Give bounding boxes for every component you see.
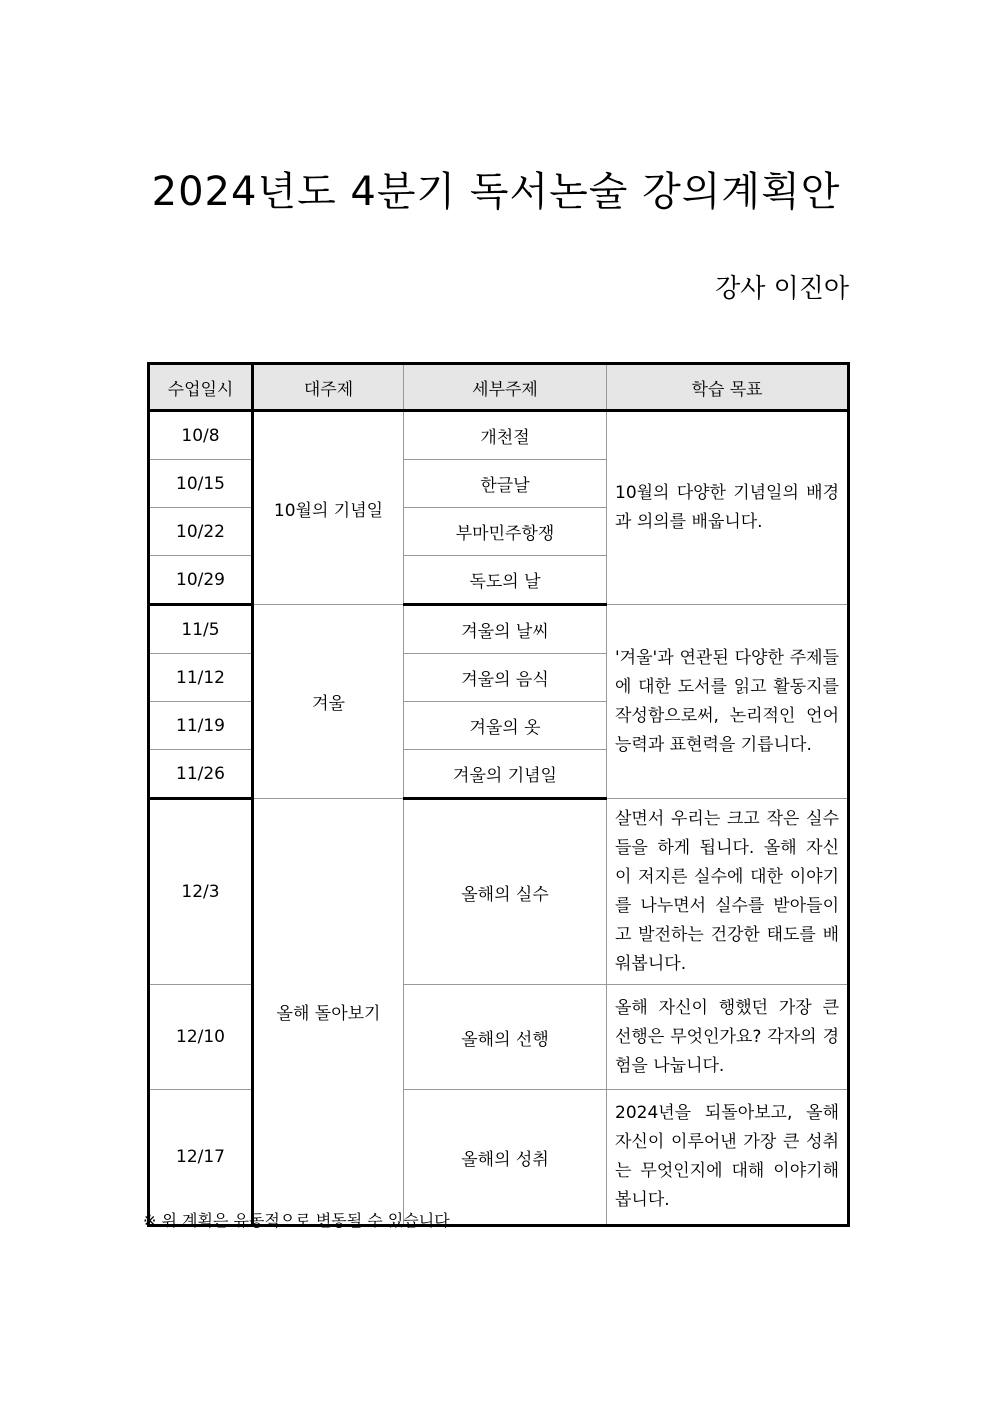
table-row [149, 799, 849, 985]
subtopic-cell: 한글날 [404, 460, 607, 508]
date-cell: 10/29 [149, 556, 253, 605]
date-cell: 11/12 [149, 654, 253, 702]
table-row [149, 411, 849, 460]
subtopic-cell: 겨울의 기념일 [404, 750, 607, 799]
page-title: 2024년도 4분기 독서논술 강의계획안 [151, 169, 841, 215]
goal-cell: 올해 자신이 행했던 가장 큰 선행은 무엇인가요? 각자의 경험을 나눕니다. [607, 985, 849, 1090]
header-subtopic: 세부주제 [404, 364, 607, 411]
subtopic-cell: 부마민주항쟁 [404, 508, 607, 556]
subtopic-cell: 올해의 선행 [404, 985, 607, 1090]
subtopic-cell: 겨울의 옷 [404, 702, 607, 750]
date-cell: 11/19 [149, 702, 253, 750]
goal-cell: '겨울'과 연관된 다양한 주제들에 대한 도서를 읽고 활동지를 작성함으로써, 논리적인 언어 능력과 표현력을 기릅니다. [607, 605, 849, 799]
subtopic-cell: 독도의 날 [404, 556, 607, 605]
date-cell: 12/3 [149, 799, 253, 985]
instructor-name: 강사 이진아 [715, 274, 849, 304]
subtopic-cell: 겨울의 날씨 [404, 605, 607, 654]
goal-cell: 10월의 다양한 기념일의 배경과 의의를 배웁니다. [607, 411, 849, 605]
header-topic: 대주제 [253, 364, 404, 411]
footnote: ※ 위 계획은 유동적으로 변동될 수 있습니다. [143, 1211, 455, 1230]
topic-cell: 겨울 [253, 605, 404, 799]
table-row [149, 605, 849, 654]
date-cell: 12/17 [149, 1090, 253, 1226]
table-header-row [149, 364, 849, 411]
goal-cell: 2024년을 되돌아보고, 올해 자신이 이루어낸 가장 큰 성취는 무엇인지에 대해 이야기해봅니다. [607, 1090, 849, 1226]
header-date: 수업일시 [149, 364, 253, 411]
date-cell: 10/22 [149, 508, 253, 556]
date-cell: 10/15 [149, 460, 253, 508]
lecture-plan-table [147, 362, 850, 1227]
subtopic-cell: 개천절 [404, 411, 607, 460]
topic-cell: 10월의 기념일 [253, 411, 404, 605]
topic-cell: 올해 돌아보기 [253, 799, 404, 1226]
subtopic-cell: 겨울의 음식 [404, 654, 607, 702]
date-cell: 12/10 [149, 985, 253, 1090]
subtopic-cell: 올해의 실수 [404, 799, 607, 985]
header-goal: 학습 목표 [607, 364, 849, 411]
date-cell: 11/5 [149, 605, 253, 654]
subtopic-cell: 올해의 성취 [404, 1090, 607, 1226]
date-cell: 10/8 [149, 411, 253, 460]
date-cell: 11/26 [149, 750, 253, 799]
goal-cell: 살면서 우리는 크고 작은 실수들을 하게 됩니다. 올해 자신이 저지른 실수에 대한 이야기를 나누면서 실수를 받아들이고 발전하는 건강한 태도를 배워봅니다. [607, 799, 849, 985]
